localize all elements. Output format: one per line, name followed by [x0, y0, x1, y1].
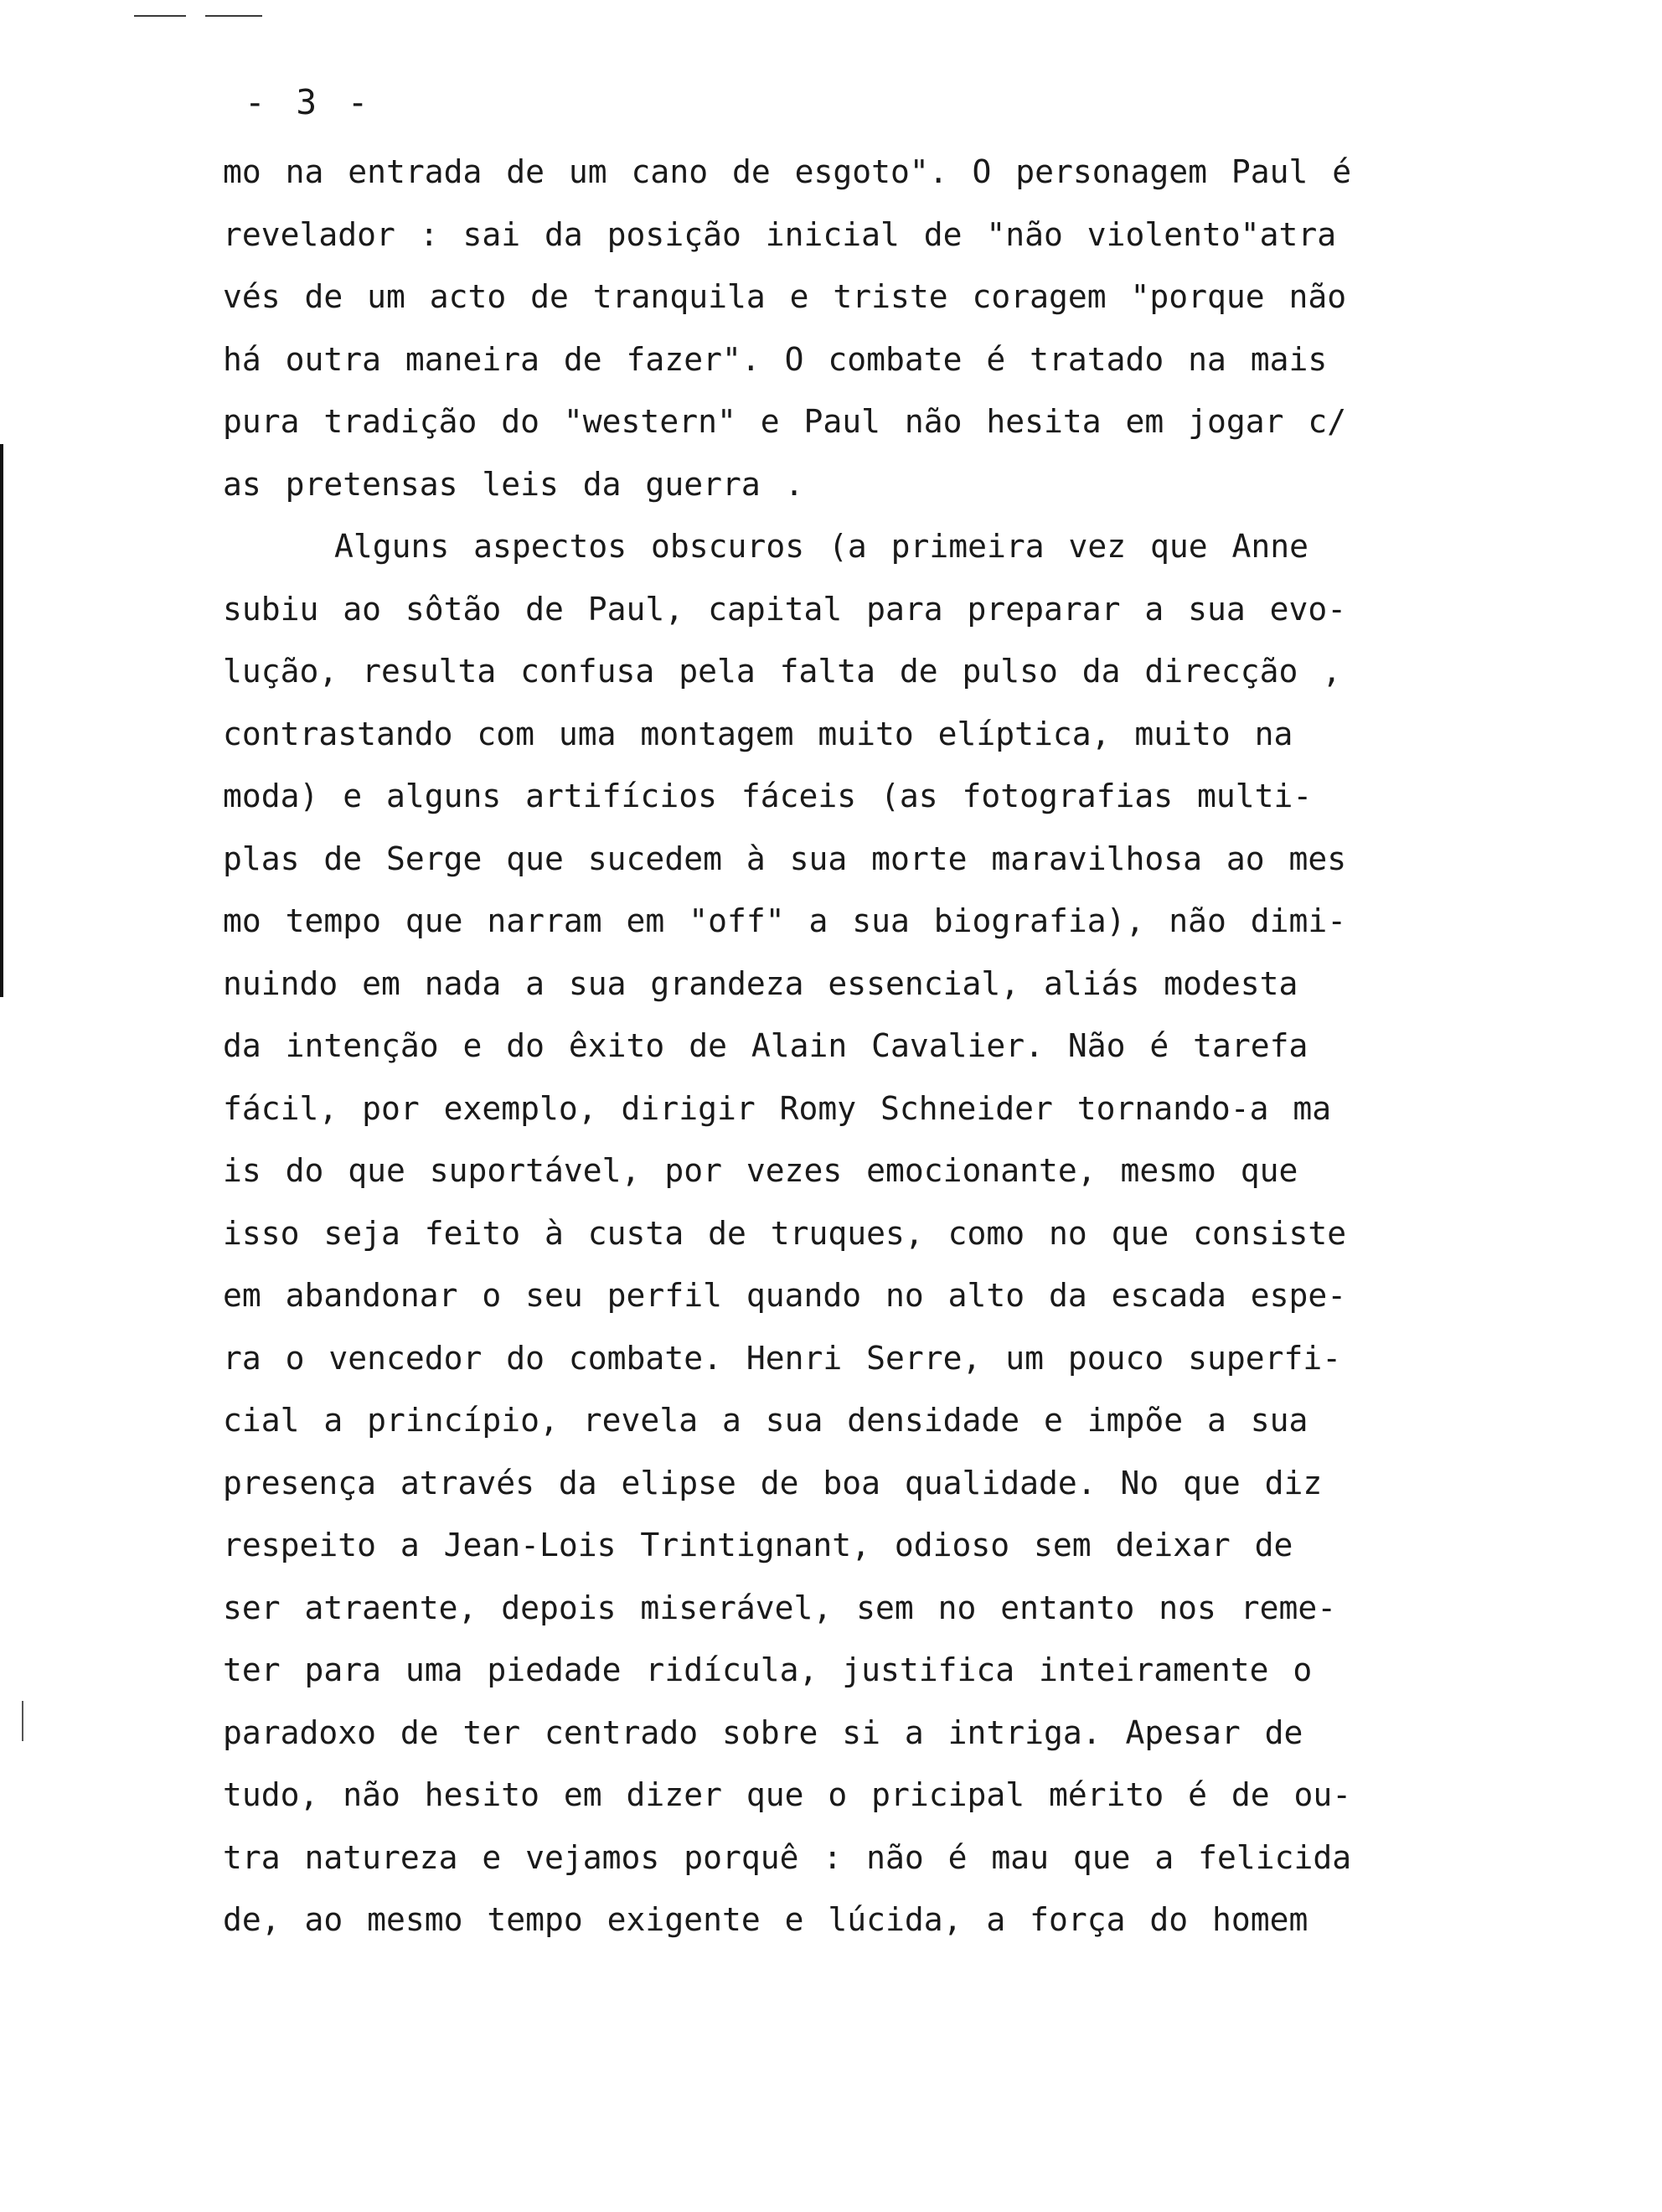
- text-line: respeito a Jean-Lois Trintignant, odioso sem deixar de: [223, 1527, 1293, 1563]
- text-line: ra o vencedor do combate. Henri Serre, um pouco superfi-: [223, 1339, 1342, 1377]
- text-line: ter para uma piedade ridícula, justifica inteiramente o: [223, 1651, 1313, 1688]
- text-line: as pretensas leis da guerra .: [223, 465, 804, 503]
- text-line: fácil, por exemplo, dirigir Romy Schneider tornando-a ma: [223, 1089, 1332, 1127]
- text-line: presença através da elipse de boa qualidade. No que diz: [223, 1464, 1323, 1501]
- text-line: plas de Serge que sucedem à sua morte maravilhosa ao mes: [223, 840, 1347, 877]
- text-line: de, ao mesmo tempo exigente e lúcida, a força do homem: [223, 1901, 1308, 1938]
- text-line: revelador : sai da posição inicial de "não violento"atra: [223, 215, 1337, 253]
- text-line: is do que suportável, por vezes emocionante, mesmo que: [223, 1152, 1298, 1189]
- text-line: paradoxo de ter centrado sobre si a intriga. Apesar de: [223, 1713, 1303, 1751]
- text-line: mo tempo que narram em "off" a sua biografia), não dimi-: [223, 902, 1347, 939]
- binding-edge-line: [0, 444, 3, 997]
- corner-mark: [205, 15, 262, 17]
- text-line: pura tradição do "western" e Paul não hesita em jogar c/: [223, 403, 1347, 440]
- text-line: há outra maneira de fazer". O combate é tratado na mais: [223, 340, 1328, 378]
- binding-edge-tick: [22, 1701, 23, 1741]
- text-line: tudo, não hesito em dizer que o pricipal mérito é de ou-: [223, 1776, 1352, 1813]
- paragraph-first-line: Alguns aspectos obscuros (a primeira vez que Anne: [334, 528, 1309, 565]
- text-line: em abandonar o seu perfil quando no alto da escada espe-: [223, 1277, 1347, 1314]
- text-line: mo na entrada de um cano de esgoto". O personagem Paul é: [223, 153, 1352, 190]
- text-line: tra natureza e vejamos porquê : não é mau que a felicida: [223, 1838, 1352, 1876]
- text-body: [223, 141, 1496, 1951]
- text-line: cial a princípio, revela a sua densidade e impõe a sua: [223, 1402, 1308, 1439]
- text-line: nuindo em nada a sua grandeza essencial, aliás modesta: [223, 964, 1298, 1002]
- text-line: ser atraente, depois miserável, sem no entanto nos reme-: [223, 1589, 1337, 1626]
- text-line: moda) e alguns artifícios fáceis (as fotografias multi-: [223, 778, 1313, 814]
- page-number: - 3 -: [245, 82, 374, 122]
- text-line: contrastando com uma montagem muito elíptica, muito na: [223, 715, 1293, 752]
- text-line: vés de um acto de tranquila e triste coragem "porque não: [223, 278, 1347, 315]
- text-line: lução, resulta confusa pela falta de pulso da direcção ,: [223, 653, 1342, 690]
- text-line: da intenção e do êxito de Alain Cavalier. Não é tarefa: [223, 1027, 1308, 1064]
- text-line: isso seja feito à custa de truques, como no que consiste: [223, 1214, 1347, 1252]
- text-line: subiu ao sôtão de Paul, capital para preparar a sua evo-: [223, 590, 1347, 628]
- corner-mark: [134, 15, 186, 17]
